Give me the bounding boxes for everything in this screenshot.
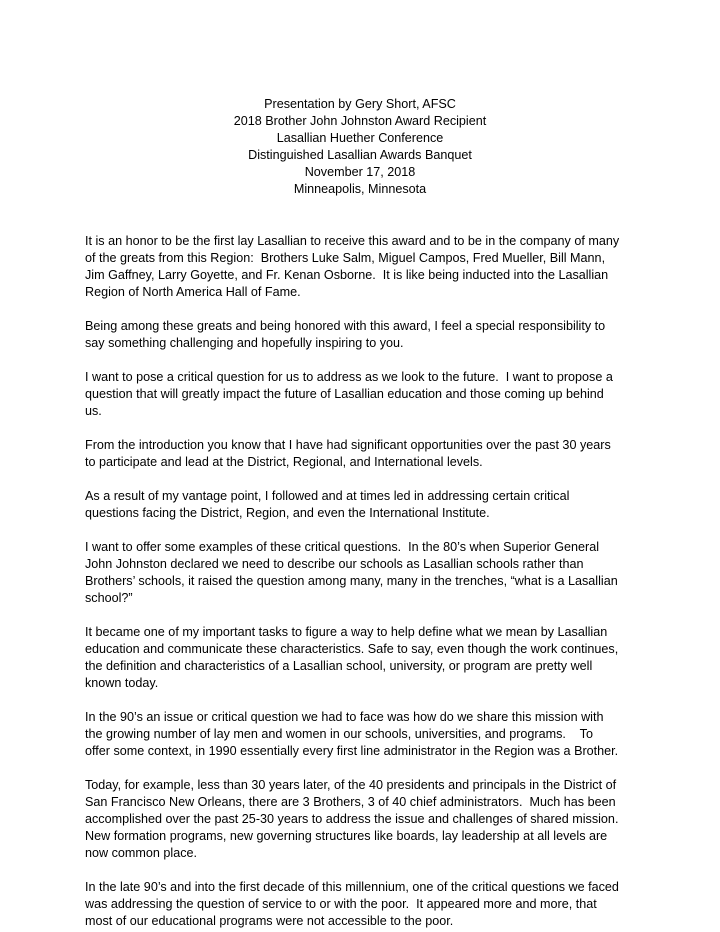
text-line: was addressing the question of service to or with the poor. It appeared more and more, that <box>85 897 597 911</box>
text-line: the growing number of lay men and women in our schools, universities, and programs. To <box>85 727 593 741</box>
text-line: to participate and lead at the District, Regional, and International levels. <box>85 455 483 469</box>
text-line: us. <box>85 404 102 418</box>
header-line: Distinguished Lasallian Awards Banquet <box>248 148 472 162</box>
text-line: known today. <box>85 676 159 690</box>
text-line: accomplished over the past 25-30 years to address the issue and challenges of shared mission. <box>85 812 619 826</box>
paragraph <box>85 709 645 760</box>
text-line: In the late 90’s and into the first decade of this millennium, one of the critical questions we faced <box>85 880 619 894</box>
paragraph <box>85 539 645 607</box>
paragraph <box>85 369 645 420</box>
text-line: the definition and characteristics of a Lasallian school, university, or program are pretty well <box>85 659 593 673</box>
text-line: New formation programs, new governing structures like boards, lay leadership at all levels are <box>85 829 608 843</box>
header-line: Minneapolis, Minnesota <box>293 182 427 196</box>
paragraph <box>85 233 645 301</box>
text-line: of the greats from this Region: Brothers Luke Salm, Miguel Campos, Fred Mueller, Bill Mann, <box>85 251 606 265</box>
text-line: San Francisco New Orleans, there are 3 Brothers, 3 of 40 chief administrators. Much has been <box>85 795 616 809</box>
text-line: As a result of my vantage point, I followed and at times led in addressing certain critical <box>85 489 570 503</box>
header-line: Lasallian Huether Conference <box>276 131 444 145</box>
header-line: November 17, 2018 <box>304 165 416 179</box>
text-line: Region of North America Hall of Fame. <box>85 285 301 299</box>
header-line: 2018 Brother John Johnston Award Recipient <box>233 114 487 128</box>
text-line: school?” <box>85 591 133 605</box>
header-line: Presentation by Gery Short, AFSC <box>264 97 456 111</box>
text-line: Being among these greats and being honored with this award, I feel a special responsibility to <box>85 319 606 333</box>
text-line: questions facing the District, Region, and even the International Institute. <box>85 506 490 520</box>
document-body <box>85 233 645 930</box>
text-line: most of our educational programs were not accessible to the poor. <box>85 914 454 928</box>
text-line: It became one of my important tasks to figure a way to help define what we mean by Lasallian <box>85 625 608 639</box>
text-line: education and communicate these characteristics. Safe to say, even though the work continues, <box>85 642 619 656</box>
text-line: Today, for example, less than 30 years later, of the 40 presidents and principals in the District of <box>85 778 617 792</box>
text-line: Jim Gaffney, Larry Goyette, and Fr. Kenan Osborne. It is like being inducted into the Lasallian <box>85 268 609 282</box>
text-line: From the introduction you know that I have had significant opportunities over the past 30 years <box>85 438 611 452</box>
paragraph <box>85 879 645 930</box>
paragraph <box>85 777 645 862</box>
text-line: In the 90’s an issue or critical question we had to face was how do we share this mission with <box>85 710 604 724</box>
paragraph <box>85 488 645 522</box>
text-line: now common place. <box>85 846 197 860</box>
paragraph <box>85 318 645 352</box>
text-line: I want to offer some examples of these critical questions. In the 80’s when Superior General <box>85 540 600 554</box>
text-line: It is an honor to be the first lay Lasallian to receive this award and to be in the company of many <box>85 234 620 248</box>
text-line: Brothers’ schools, it raised the question among many, many in the trenches, “what is a Lasallian <box>85 574 618 588</box>
paragraph <box>85 624 645 692</box>
document-header <box>0 96 720 198</box>
text-line: offer some context, in 1990 essentially every first line administrator in the Region was a Brother. <box>85 744 619 758</box>
text-line: I want to pose a critical question for us to address as we look to the future. I want to propose a <box>85 370 613 384</box>
text-line: say something challenging and hopefully inspiring to you. <box>85 336 404 350</box>
paragraph <box>85 437 645 471</box>
text-line: John Johnston declared we need to describe our schools as Lasallian schools rather than <box>85 557 584 571</box>
text-line: question that will greatly impact the future of Lasallian education and those coming up behind <box>85 387 604 401</box>
